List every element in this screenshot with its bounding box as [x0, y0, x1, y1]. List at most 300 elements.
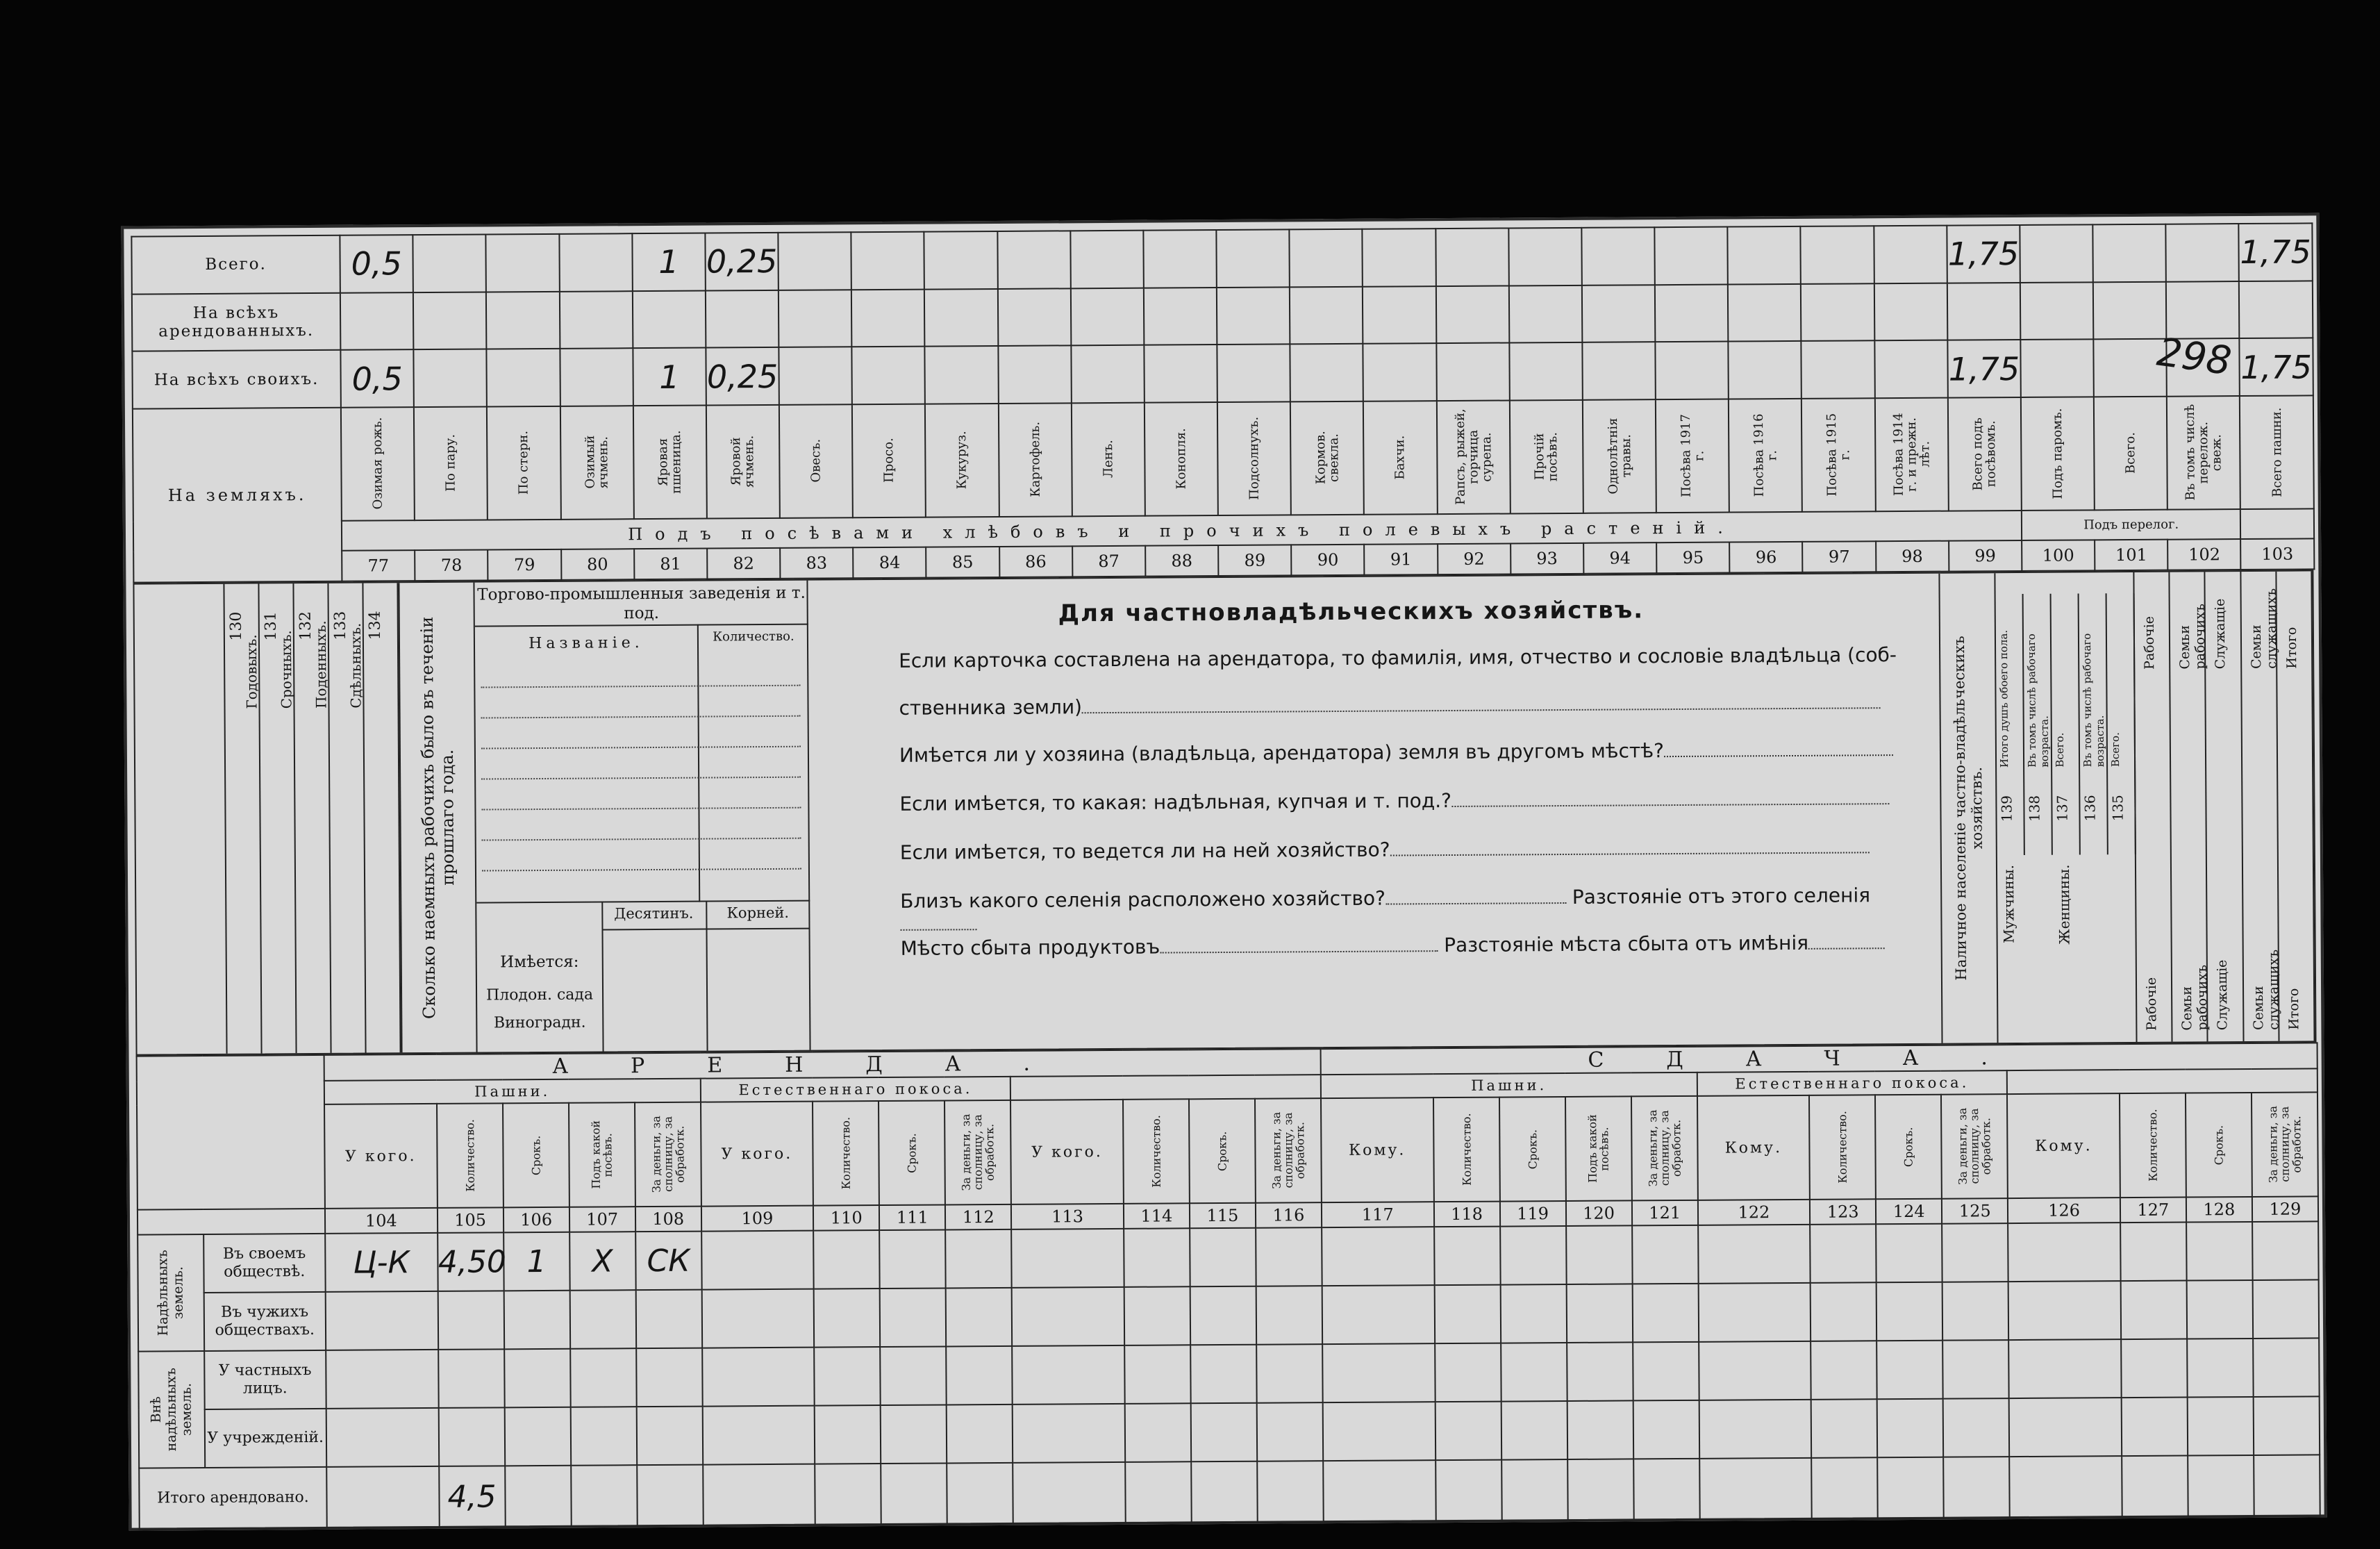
lease-group-header: Пашни. [324, 1079, 701, 1104]
lease-col-number: 123 [1810, 1199, 1876, 1225]
middle-section [133, 570, 2316, 1055]
crop-col-header-99: Всего подъ посѣвомъ. [1948, 397, 2022, 511]
lease-cell-104[interactable] [326, 1291, 438, 1350]
private-estate-title: Для частновладѣльческихъ хозяйствъ. [1058, 596, 1645, 628]
lease-cell-113[interactable] [1011, 1229, 1124, 1288]
lease-cell-117[interactable] [1322, 1285, 1435, 1344]
crop-cell-88[interactable] [1144, 345, 1217, 402]
trade-entry-line[interactable] [481, 685, 800, 688]
lease-cell-127[interactable] [2121, 1339, 2188, 1398]
crop-col-number: 78 [415, 550, 488, 581]
desyatin-header: Десятинъ. [614, 904, 694, 922]
lease-cell-118[interactable] [1435, 1402, 1501, 1461]
crop-cell-78[interactable] [413, 234, 487, 292]
staff-col-header-top: Семьи служащихъ [2248, 588, 2279, 669]
crop-cell-93[interactable] [1508, 228, 1582, 285]
trade-entry-line[interactable] [482, 868, 801, 872]
crop-cell-79[interactable] [487, 349, 560, 406]
presence-col-number: 138 [2026, 795, 2043, 822]
crop-cell-94[interactable] [1582, 285, 1656, 342]
lease-cell-129[interactable] [2254, 1396, 2320, 1455]
crop-cell-96[interactable] [1729, 341, 1802, 399]
hired-col-number: 132 [297, 611, 315, 641]
crop-cell-92[interactable] [1436, 343, 1510, 401]
lease-cell-124[interactable] [1877, 1457, 1944, 1519]
presence-col-number: 137 [2054, 795, 2071, 822]
lease-col-number: 110 [813, 1205, 879, 1231]
lease-cell-123[interactable] [1811, 1457, 1878, 1519]
lease-col-header-106: Срокъ. [503, 1103, 569, 1208]
hired-col-number: 133 [331, 611, 349, 640]
lease-cell-114[interactable] [1125, 1461, 1192, 1523]
lease-cell-109[interactable] [702, 1406, 815, 1465]
lease-cell-114[interactable] [1124, 1228, 1190, 1287]
lease-cell-107[interactable]: Х [569, 1232, 636, 1291]
staff-block [2134, 571, 2315, 1042]
crop-cell-98[interactable] [1874, 283, 1947, 340]
lease-cell-128[interactable] [2187, 1339, 2254, 1398]
crop-cell-100[interactable] [2020, 282, 2094, 340]
archive-note: 298 [2154, 329, 2234, 385]
lease-cell-116[interactable] [1257, 1402, 1324, 1461]
crop-col-header-80: Озимый ячмень. [560, 406, 633, 520]
lease-cell-122[interactable] [1698, 1283, 1811, 1342]
crop-col-number: 91 [1365, 545, 1438, 575]
lease-cell-113[interactable] [1012, 1287, 1124, 1346]
crop-cell-95[interactable] [1654, 227, 1728, 285]
lease-cell-117[interactable] [1323, 1460, 1436, 1522]
q6: Мѣсто сбыта продуктовъ Разстояніе мѣста сбыта отъ имѣнія [901, 931, 1901, 960]
lease-cell-113[interactable] [1013, 1404, 1125, 1463]
crop-cell-95[interactable] [1655, 284, 1729, 342]
lease-cell-106[interactable]: 1 [504, 1232, 570, 1291]
crop-cell-102[interactable] [2166, 224, 2240, 281]
crop-col-number: 94 [1583, 543, 1656, 574]
crop-col-number: 102 [2167, 540, 2240, 570]
lease-cell-110[interactable] [813, 1230, 880, 1289]
crop-cell-92[interactable] [1436, 228, 1509, 285]
lease-cell-109[interactable] [701, 1231, 814, 1290]
crop-cell-78[interactable] [413, 292, 487, 349]
lease-cell-108[interactable]: СК [635, 1232, 702, 1291]
crop-cell-95[interactable] [1655, 342, 1729, 399]
crop-cell-87[interactable] [1070, 231, 1144, 288]
q2: Имѣется ли у хозяина (владѣльца, арендатора) земля въ другомъ мѣстѣ? [899, 738, 1899, 767]
crop-cell-100[interactable] [2020, 224, 2093, 282]
crop-cell-85[interactable] [924, 289, 998, 347]
crop-cell-84[interactable] [852, 347, 926, 404]
crop-cell-83[interactable] [778, 232, 851, 290]
presence-col-137 [2052, 593, 2081, 854]
crop-cell-96[interactable] [1728, 226, 1801, 284]
lease-cell-126[interactable] [2008, 1339, 2121, 1398]
presence-col-number: 136 [2081, 795, 2099, 822]
crop-cell-88[interactable] [1143, 230, 1217, 288]
lease-cell-125[interactable] [1943, 1398, 2010, 1457]
perelog-label: Подъ перелог. [2022, 509, 2241, 540]
crop-cell-86[interactable] [997, 288, 1071, 346]
lease-cell-124[interactable] [1876, 1282, 1943, 1341]
lease-cell-126[interactable] [2009, 1398, 2122, 1457]
crop-cell-82[interactable]: 0,25 [706, 347, 779, 405]
presence-col-139 [1996, 594, 2025, 855]
crop-col-number: 89 [1218, 545, 1291, 576]
hired-workers-block [223, 583, 399, 1054]
crop-cell-97[interactable] [1801, 283, 1874, 341]
lease-col-number: 121 [1632, 1200, 1698, 1226]
crop-cell-81[interactable]: 1 [632, 233, 706, 291]
lease-cell-114[interactable] [1124, 1345, 1191, 1404]
crop-cell-89[interactable] [1217, 345, 1290, 402]
crop-cell-103[interactable]: 1,75 [2240, 338, 2313, 396]
q3: Если имѣется, то какая: надѣльная, купчая и т. под.? [899, 786, 1899, 815]
arenda-title: АРЕНДА. [324, 1049, 1321, 1081]
lease-cell-108[interactable] [637, 1465, 704, 1527]
crop-cell-93[interactable] [1509, 342, 1583, 400]
lease-cell-106[interactable] [504, 1291, 570, 1350]
crop-col-number: 82 [707, 548, 780, 579]
crop-cell-82[interactable] [706, 290, 779, 348]
lease-cell-128[interactable] [2186, 1280, 2253, 1339]
lease-cell-121[interactable] [1633, 1459, 1700, 1521]
lease-cell-126[interactable] [2008, 1281, 2121, 1340]
crop-cell-87[interactable] [1071, 345, 1145, 403]
lease-cell-105[interactable]: 4,50 [438, 1232, 504, 1291]
lease-cell-115[interactable] [1190, 1345, 1257, 1404]
crop-cell-87[interactable] [1071, 288, 1145, 345]
lease-cell-122[interactable] [1699, 1341, 1811, 1400]
crop-col-header-88: Конопля. [1145, 402, 1218, 516]
lease-cell-115[interactable] [1191, 1461, 1258, 1523]
lease-cell-115[interactable] [1190, 1286, 1257, 1345]
lease-col-number: 127 [2120, 1198, 2186, 1223]
lease-cell-107[interactable] [570, 1407, 637, 1466]
lease-cell-105[interactable]: 4,5 [439, 1466, 506, 1527]
lease-cell-114[interactable] [1124, 1286, 1191, 1345]
crop-cell-96[interactable] [1728, 284, 1801, 342]
lease-cell-127[interactable] [2120, 1281, 2187, 1340]
crop-cell-80[interactable] [560, 348, 633, 406]
staff-col-header-top: Семьи рабочихъ [2177, 603, 2208, 670]
crop-col-header-85: Кукуруз. [925, 404, 999, 517]
lease-cell-111[interactable] [879, 1229, 946, 1289]
lease-cell-108[interactable] [636, 1348, 703, 1407]
lease-cell-126[interactable] [2008, 1223, 2120, 1282]
nadel-group-label: Надѣльныхъ земель. [138, 1234, 204, 1352]
lease-cell-110[interactable] [814, 1347, 881, 1406]
crop-cell-97[interactable] [1801, 226, 1874, 283]
lease-group-header: Пашни. [1321, 1072, 1697, 1098]
crop-col-number: 88 [1145, 545, 1218, 576]
orchard-label: Плодон. сада [486, 986, 594, 1004]
trade-entry-line[interactable] [482, 838, 801, 841]
crop-cell-98[interactable] [1874, 226, 1947, 283]
lease-cell-110[interactable] [815, 1464, 881, 1525]
crop-cell-84[interactable] [851, 289, 925, 347]
lease-cell-121[interactable] [1633, 1342, 1699, 1401]
crop-cell-99[interactable]: 1,75 [1947, 340, 2021, 397]
lease-cell-121[interactable] [1633, 1400, 1699, 1459]
lease-group-header [1010, 1075, 1321, 1100]
q1a: Если карточка составлена на арендатора, то фамилія, имя, отчество и сословіе владѣльца (соб- [899, 643, 1897, 672]
lease-cell-113[interactable] [1013, 1462, 1126, 1524]
crop-cell-80[interactable] [559, 291, 633, 349]
crop-cell-97[interactable] [1801, 341, 1875, 399]
crop-col-header-79: По стерн. [487, 406, 560, 520]
staff-col [2241, 572, 2282, 1041]
crop-cell-91[interactable] [1363, 286, 1436, 344]
lease-cell-119[interactable] [1500, 1284, 1567, 1343]
lease-cell-119[interactable] [1501, 1343, 1567, 1402]
trade-block [474, 581, 810, 1052]
lease-col-header-125: За деньги, за сполницу, за обработк. [1941, 1094, 2008, 1199]
lease-cell-115[interactable] [1190, 1228, 1256, 1287]
crop-col-header-91: Бахчи. [1363, 401, 1437, 515]
crop-cell-85[interactable] [924, 231, 998, 289]
crop-col-number: 92 [1438, 544, 1511, 574]
lease-cell-109[interactable] [701, 1289, 814, 1348]
lease-cell-123[interactable] [1811, 1341, 1877, 1400]
crop-table [131, 222, 2315, 583]
vineyard-label: Виноградн. [493, 1013, 586, 1032]
lease-cell-104[interactable] [326, 1408, 439, 1467]
lease-cell-122[interactable] [1699, 1400, 1811, 1459]
lease-cell-122[interactable] [1698, 1225, 1811, 1284]
lease-cell-117[interactable] [1322, 1227, 1434, 1286]
crop-cell-90[interactable] [1290, 344, 1364, 401]
crop-cell-89[interactable] [1216, 229, 1290, 287]
lease-cell-112[interactable] [946, 1346, 1013, 1405]
presence-col-136 [2079, 593, 2108, 854]
crop-col-number: 101 [2095, 540, 2167, 570]
crop-cell-92[interactable] [1436, 285, 1509, 343]
crop-col-header-82: Яровой ячмень. [706, 405, 780, 519]
crop-cell-90[interactable] [1290, 286, 1363, 344]
lease-cell-120[interactable] [1566, 1225, 1633, 1284]
crop-cell-90[interactable] [1290, 229, 1363, 287]
lease-col-header-110: Количество. [813, 1101, 879, 1206]
lease-cell-104[interactable]: Ц-К [325, 1233, 438, 1292]
lease-cell-125[interactable] [1943, 1457, 2010, 1518]
staff-col-header-top: Рабочіе [2141, 615, 2158, 670]
lease-cell-124[interactable] [1877, 1399, 1944, 1458]
lease-cell-104[interactable] [326, 1350, 438, 1409]
q1b: ственника земли) [899, 690, 1899, 720]
crop-cell-80[interactable] [559, 233, 633, 291]
crop-cell-85[interactable] [925, 346, 999, 404]
crop-col-number: 81 [634, 549, 707, 579]
crop-col-number: 97 [1803, 542, 1876, 572]
lease-cell-106[interactable] [504, 1407, 571, 1466]
lease-cell-120[interactable] [1567, 1400, 1633, 1459]
lease-cell-123[interactable] [1810, 1224, 1876, 1283]
lease-cell-111[interactable] [881, 1405, 947, 1464]
crop-cell-101[interactable] [2092, 224, 2166, 282]
lease-cell-112[interactable] [946, 1288, 1013, 1347]
crop-cell-82[interactable]: 0,25 [705, 233, 779, 290]
crop-col-header-98: Посѣва 1914 г. и прежн. лѣт. [1874, 397, 1948, 511]
private-estate-block [808, 574, 1942, 1050]
lease-cell-124[interactable] [1876, 1224, 1942, 1283]
lease-cell-106[interactable] [505, 1466, 572, 1527]
presence-col-number: 139 [1998, 795, 2015, 822]
lease-cell-116[interactable] [1256, 1286, 1323, 1345]
staff-col [2277, 571, 2315, 1041]
crop-cell-81[interactable]: 1 [633, 348, 706, 406]
lease-cell-111[interactable] [880, 1288, 947, 1347]
lease-cell-123[interactable] [1811, 1399, 1878, 1458]
crop-cell-83[interactable] [779, 290, 852, 347]
lease-cell-122[interactable] [1699, 1458, 1812, 1520]
lease-cell-128[interactable] [2188, 1397, 2254, 1456]
lease-cell-105[interactable] [438, 1407, 505, 1466]
crop-cell-99[interactable]: 1,75 [1947, 225, 2020, 283]
lease-cell-111[interactable] [880, 1346, 947, 1405]
crop-cell-100[interactable] [2020, 340, 2094, 397]
lease-cell-105[interactable] [438, 1349, 505, 1408]
lease-cell-117[interactable] [1322, 1343, 1435, 1402]
lease-cell-116[interactable] [1257, 1461, 1324, 1523]
presence-label: Наличное населеніе частно-владѣльческихъ хозяйствъ. [1950, 636, 1986, 981]
crop-cell-98[interactable] [1874, 340, 1948, 398]
crop-cell-77[interactable]: 0,5 [340, 235, 413, 292]
lease-cell-120[interactable] [1567, 1459, 1634, 1521]
lease-cell-117[interactable] [1323, 1402, 1436, 1461]
lease-cell-124[interactable] [1876, 1341, 1943, 1400]
lease-col-number: 113 [1011, 1204, 1124, 1229]
lease-cell-119[interactable] [1501, 1459, 1568, 1521]
lease-cell-104[interactable] [326, 1466, 439, 1528]
crop-cell-81[interactable] [633, 290, 706, 348]
crop-cell-86[interactable] [998, 346, 1072, 404]
lease-cell-121[interactable] [1632, 1284, 1699, 1343]
trade-title: Торгово-промышленныя заведенія и т. под. [477, 583, 806, 623]
lease-cell-110[interactable] [814, 1289, 881, 1348]
lease-cell-129[interactable] [2252, 1221, 2319, 1280]
lease-cell-108[interactable] [635, 1290, 702, 1349]
lease-cell-111[interactable] [881, 1463, 947, 1525]
lease-cell-114[interactable] [1125, 1403, 1192, 1462]
lease-col-header-109: У кого. [701, 1102, 813, 1207]
lease-group-header: Естественнаго покоса. [1697, 1070, 2007, 1096]
lease-cell-108[interactable] [636, 1407, 703, 1466]
crop-cell-93[interactable] [1509, 285, 1583, 342]
crop-cell-91[interactable] [1363, 343, 1437, 401]
lease-row-label: У частныхъ лицъ. [204, 1350, 326, 1409]
lease-cell-129[interactable] [2253, 1338, 2320, 1397]
crop-col-number: 103 [2241, 539, 2314, 570]
crop-cell-102[interactable] [2166, 281, 2240, 339]
crop-cell-84[interactable] [851, 232, 925, 290]
lease-cell-125[interactable] [1942, 1282, 2009, 1341]
crop-cell-77[interactable] [340, 292, 414, 350]
lease-cell-125[interactable] [1942, 1340, 2009, 1399]
crop-cell-99[interactable] [1947, 283, 2021, 340]
lease-col-number: 129 [2252, 1196, 2318, 1222]
crop-cell-79[interactable] [486, 291, 560, 349]
lease-cell-110[interactable] [815, 1405, 881, 1464]
crop-cell-77[interactable]: 0,5 [340, 349, 414, 407]
lease-cell-105[interactable] [438, 1291, 504, 1350]
lease-cell-118[interactable] [1436, 1460, 1502, 1522]
lease-cell-129[interactable] [2254, 1455, 2320, 1516]
lease-cell-118[interactable] [1434, 1285, 1501, 1344]
lease-cell-121[interactable] [1632, 1225, 1699, 1284]
lease-cell-109[interactable] [702, 1348, 815, 1407]
lease-col-number: 109 [701, 1206, 814, 1232]
lease-cell-112[interactable] [947, 1405, 1013, 1464]
crop-cell-78[interactable] [414, 349, 488, 407]
lease-cell-112[interactable] [945, 1229, 1012, 1289]
lease-cell-109[interactable] [703, 1464, 815, 1526]
crop-cell-103[interactable] [2239, 281, 2313, 338]
trade-entry-line[interactable] [481, 807, 801, 811]
crop-cell-89[interactable] [1217, 287, 1290, 345]
trade-entry-line[interactable] [481, 715, 801, 719]
lease-cell-118[interactable] [1435, 1343, 1501, 1402]
crop-cell-94[interactable] [1582, 342, 1656, 399]
lease-cell-128[interactable] [2186, 1222, 2253, 1281]
lease-cell-113[interactable] [1012, 1345, 1124, 1405]
crop-col-header-96: Посѣва 1916 г. [1729, 399, 1802, 513]
crop-cell-88[interactable] [1144, 288, 1217, 345]
presence-col-number: 135 [2109, 795, 2127, 822]
lease-cell-127[interactable] [2120, 1223, 2187, 1282]
lease-cell-115[interactable] [1191, 1403, 1258, 1462]
lease-cell-128[interactable] [2188, 1455, 2254, 1517]
lease-col-number: 122 [1698, 1200, 1811, 1225]
lease-cell-127[interactable] [2122, 1456, 2188, 1518]
staff-col-header-bottom: Служащіе [2215, 959, 2231, 1031]
crop-col-number: 99 [1949, 540, 2022, 571]
crop-cell-91[interactable] [1363, 229, 1436, 286]
crop-cell-103[interactable]: 1,75 [2239, 223, 2313, 281]
lease-cell-112[interactable] [947, 1463, 1013, 1525]
lease-cell-120[interactable] [1567, 1342, 1633, 1401]
hired-col-number: 131 [262, 611, 280, 641]
crop-cell-83[interactable] [779, 347, 852, 405]
lease-cell-118[interactable] [1434, 1227, 1501, 1286]
lease-cell-107[interactable] [569, 1290, 636, 1349]
lease-table [136, 1042, 2321, 1530]
lease-cell-106[interactable] [504, 1349, 571, 1408]
trade-entry-line[interactable] [481, 746, 801, 749]
lease-cell-119[interactable] [1500, 1226, 1567, 1285]
lease-cell-125[interactable] [1942, 1223, 2008, 1282]
crop-row-label: Всего. [131, 235, 340, 294]
lease-cell-127[interactable] [2121, 1398, 2188, 1457]
lease-col-header-127: Количество. [2120, 1093, 2186, 1198]
crop-cell-86[interactable] [997, 231, 1071, 288]
sdacha-title: СДАЧА. [1321, 1043, 2317, 1075]
trade-entry-line[interactable] [481, 777, 801, 780]
crop-cell-94[interactable] [1581, 227, 1655, 285]
lease-cell-120[interactable] [1566, 1284, 1633, 1343]
lease-cell-119[interactable] [1501, 1401, 1567, 1460]
lease-cell-116[interactable] [1256, 1344, 1323, 1403]
lease-row-label: Въ своемъ обществѣ. [203, 1234, 326, 1293]
lease-cell-107[interactable] [570, 1348, 637, 1407]
crop-col-number: 96 [1729, 542, 1802, 572]
lease-cell-116[interactable] [1256, 1227, 1322, 1286]
q4: Если имѣется, то ведется ли на ней хозяйство? [900, 835, 1900, 864]
lease-cell-129[interactable] [2253, 1279, 2320, 1339]
lease-cell-123[interactable] [1811, 1282, 1877, 1341]
lease-cell-107[interactable] [571, 1465, 638, 1527]
crop-cell-79[interactable] [486, 234, 560, 292]
presence-col-header: Итого душъ обоего пола. [1997, 629, 2011, 768]
lease-cell-126[interactable] [2009, 1456, 2122, 1518]
